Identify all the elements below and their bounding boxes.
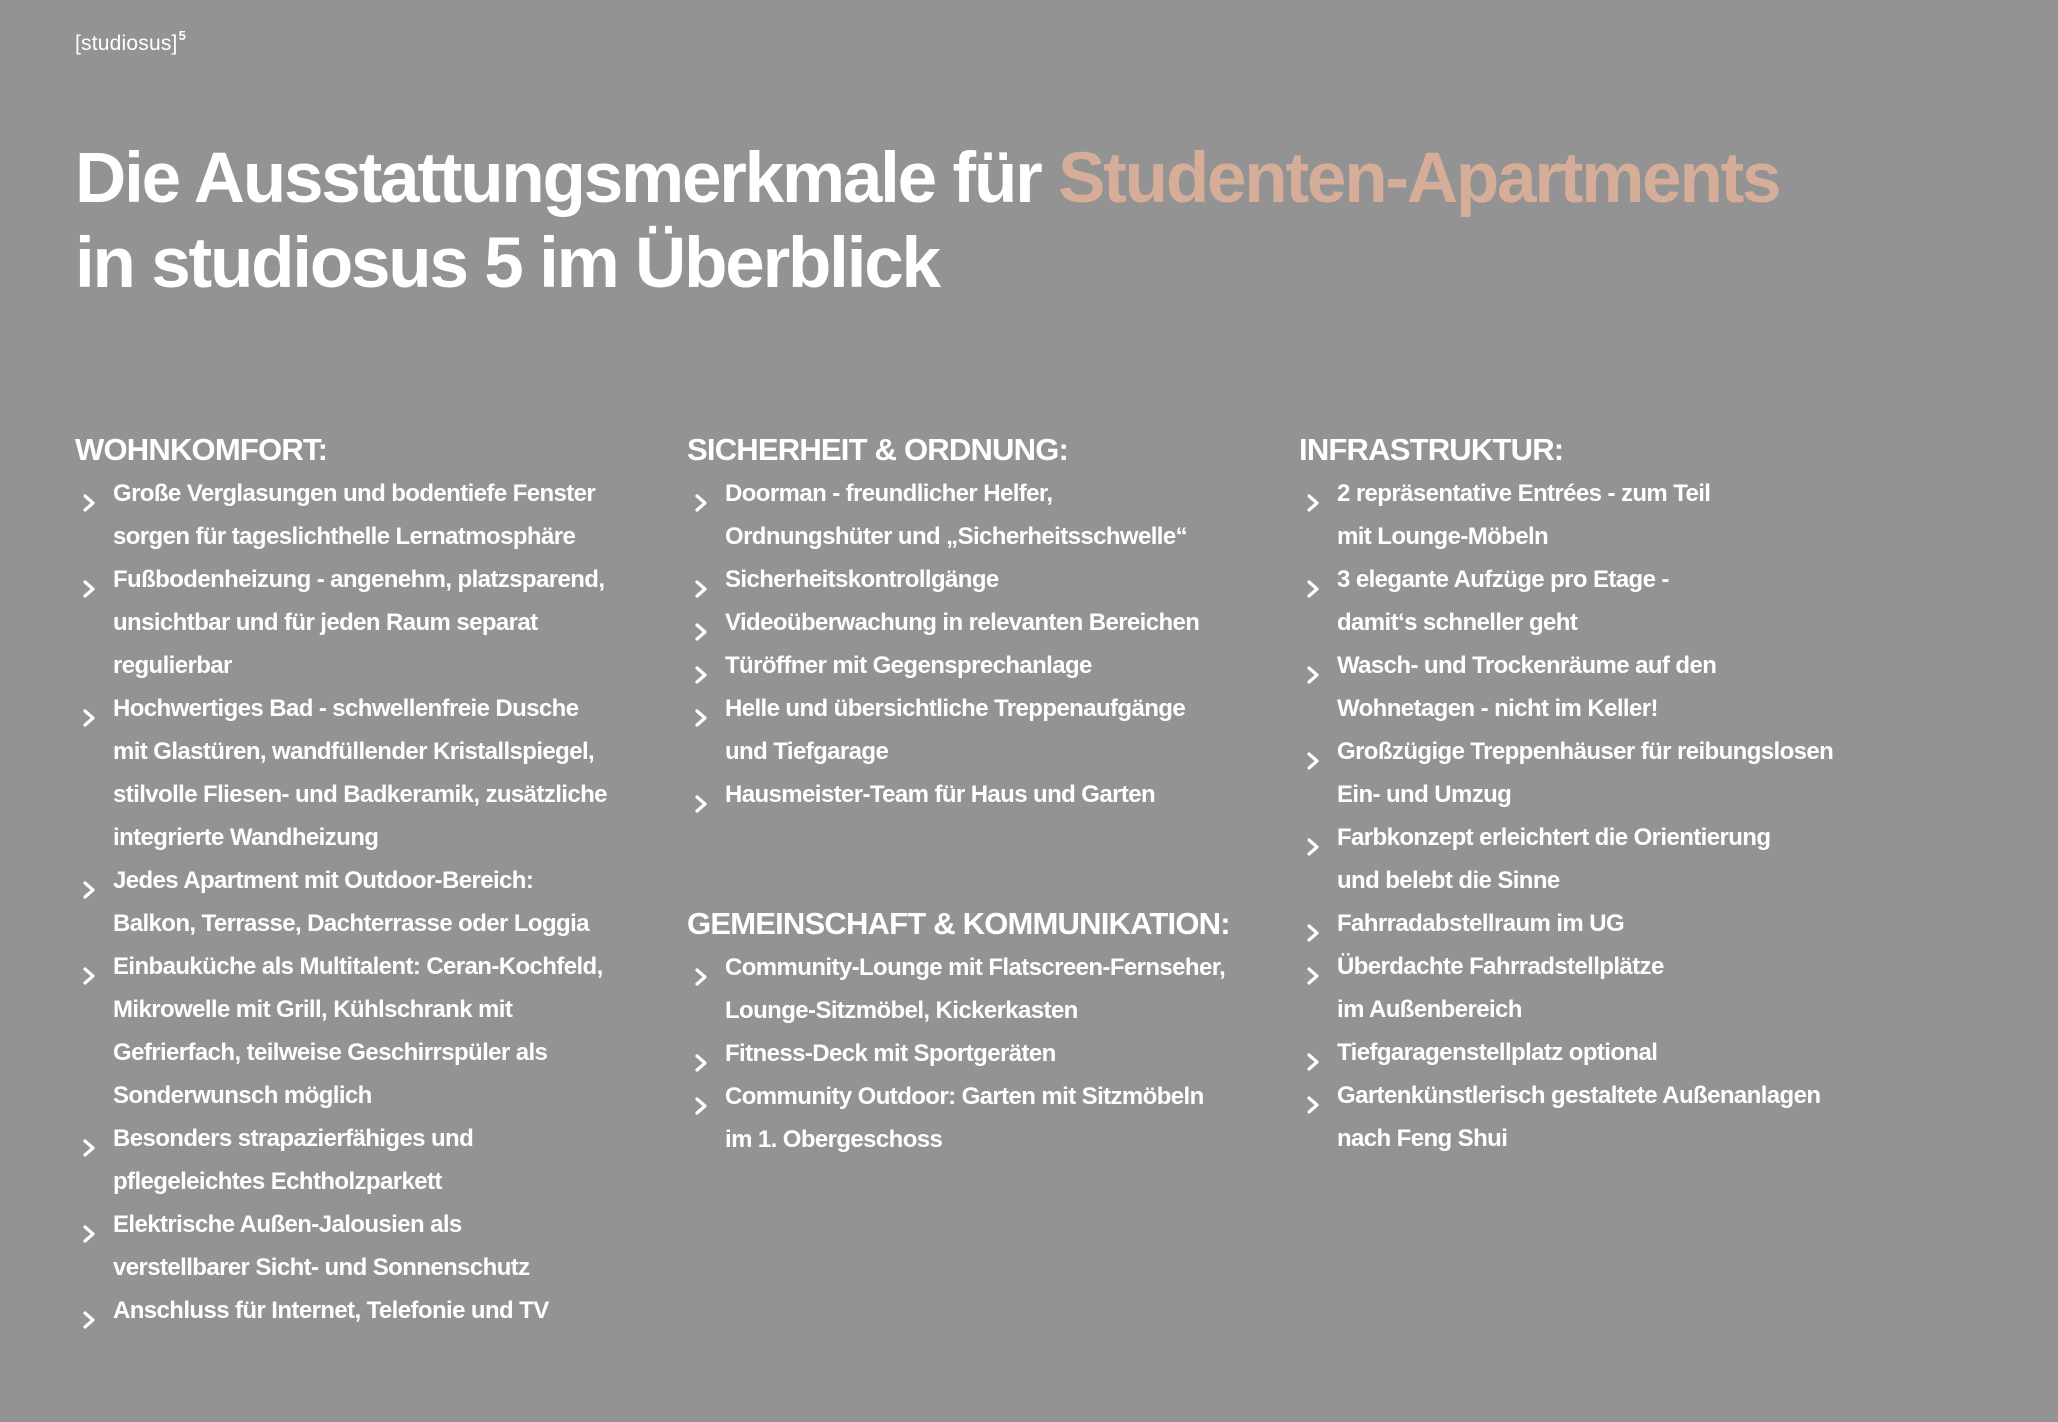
section-title: WOHNKOMFORT: — [75, 432, 328, 467]
list-item — [1299, 902, 1859, 945]
list-item-text: Farbkonzept erleichtert die Orientierung und belebt die Sinne — [1337, 824, 1771, 894]
chevron-right-icon — [81, 484, 97, 504]
list-item — [1299, 1074, 1859, 1160]
column-wohnkomfort — [75, 428, 635, 1332]
chevron-right-icon — [1305, 570, 1321, 590]
list-item-text: Elektrische Außen-Jalousien als verstellbarer Sicht- und Sonnenschutz — [113, 1211, 530, 1281]
list-item-text: Fitness-Deck mit Sportgeräten — [725, 1040, 1056, 1067]
list-item — [687, 1075, 1247, 1161]
chevron-right-icon — [1305, 484, 1321, 504]
list-item — [75, 558, 635, 687]
list-item-text: Sicherheitskontrollgänge — [725, 566, 999, 593]
title-part-1: Die Ausstattungsmerkmale für — [75, 139, 1059, 218]
list-item-text: Fahrradabstellraum im UG — [1337, 910, 1625, 937]
chevron-right-icon — [1305, 914, 1321, 934]
column-sicherheit-gemeinschaft — [687, 428, 1247, 1161]
chevron-right-icon — [693, 613, 709, 633]
chevron-right-icon — [81, 1301, 97, 1321]
list-item — [75, 1117, 635, 1203]
list-item — [75, 687, 635, 859]
brand-name: [studiosus] — [75, 32, 178, 55]
list-item — [75, 859, 635, 945]
list-item-text: Anschluss für Internet, Telefonie und TV — [113, 1297, 549, 1324]
list-item — [1299, 816, 1859, 902]
list-item-text: Hausmeister-Team für Haus und Garten — [725, 781, 1156, 808]
chevron-right-icon — [81, 871, 97, 891]
chevron-right-icon — [693, 570, 709, 590]
chevron-right-icon — [693, 699, 709, 719]
list-item-text: 3 elegante Aufzüge pro Etage - damit‘s schneller geht — [1337, 566, 1669, 636]
chevron-right-icon — [1305, 1043, 1321, 1063]
list-item-text: Community-Lounge mit Flatscreen-Fernseher, Lounge-Sitzmöbel, Kickerkasten — [725, 954, 1226, 1024]
list-item — [687, 946, 1247, 1032]
chevron-right-icon — [693, 656, 709, 676]
title-accent: Studenten-Apartments — [1058, 139, 1780, 218]
list-item — [687, 687, 1247, 773]
feature-list — [687, 946, 1247, 1161]
chevron-right-icon — [693, 785, 709, 805]
list-item — [1299, 472, 1859, 558]
feature-list — [1299, 472, 1859, 1160]
list-item — [687, 601, 1247, 644]
chevron-right-icon — [1305, 656, 1321, 676]
list-item — [687, 773, 1247, 816]
list-item-text: 2 repräsentative Entrées - zum Teil mit Lounge-Möbeln — [1337, 480, 1711, 550]
list-item — [75, 1289, 635, 1332]
chevron-right-icon — [1305, 742, 1321, 762]
list-item-text: Hochwertiges Bad - schwellenfreie Dusche mit Glastüren, wandfüllender Kristallspiegel, stilvolle Fliesen- und Badkeramik, zusätzliche integrierte Wandheizung — [113, 695, 607, 851]
title-line-2: in studiosus 5 im Überblick — [75, 224, 939, 303]
list-item-text: Doorman - freundlicher Helfer, Ordnungshüter und „Sicherheitsschwelle“ — [725, 480, 1188, 550]
list-item-text: Tiefgaragenstellplatz optional — [1337, 1039, 1658, 1066]
chevron-right-icon — [693, 1087, 709, 1107]
list-item-text: Türöffner mit Gegensprechanlage — [725, 652, 1092, 679]
list-item — [1299, 558, 1859, 644]
page-title — [75, 136, 1779, 306]
list-item — [1299, 730, 1859, 816]
chevron-right-icon — [81, 699, 97, 719]
brand-superscript: 5 — [178, 28, 187, 43]
column-infrastruktur — [1299, 428, 1859, 1160]
list-item — [1299, 1031, 1859, 1074]
list-item-text: Fußbodenheizung - angenehm, platzsparend, unsichtbar und für jeden Raum separat regulierbar — [113, 566, 605, 679]
chevron-right-icon — [81, 1215, 97, 1235]
feature-list — [687, 472, 1247, 816]
list-item-text: Überdachte Fahrradstellplätze im Außenbereich — [1337, 953, 1664, 1023]
list-item-text: Einbauküche als Multitalent: Ceran-Kochfeld, Mikrowelle mit Grill, Kühlschrank mit Gefrierfach, teilweise Geschirrspüler als Sonderwunsch möglich — [113, 953, 603, 1109]
chevron-right-icon — [81, 957, 97, 977]
chevron-right-icon — [81, 1129, 97, 1149]
list-item — [1299, 644, 1859, 730]
list-item — [687, 472, 1247, 558]
list-item-text: Große Verglasungen und bodentiefe Fenster sorgen für tageslichthelle Lernatmosphäre — [113, 480, 596, 550]
chevron-right-icon — [693, 1044, 709, 1064]
chevron-right-icon — [693, 484, 709, 504]
list-item-text: Großzügige Treppenhäuser für reibungslosen Ein- und Umzug — [1337, 738, 1834, 808]
list-item — [687, 644, 1247, 687]
list-item — [75, 472, 635, 558]
section-title: GEMEINSCHAFT & KOMMUNIKATION: — [687, 906, 1230, 941]
brand-logo — [75, 28, 187, 56]
list-item-text: Wasch- und Trockenräume auf den Wohnetagen - nicht im Keller! — [1337, 652, 1717, 722]
section-title: SICHERHEIT & ORDNUNG: — [687, 432, 1069, 467]
list-item-text: Besonders strapazierfähiges und pflegeleichtes Echtholzparkett — [113, 1125, 474, 1195]
list-item — [75, 1203, 635, 1289]
list-item-text: Jedes Apartment mit Outdoor-Bereich: Balkon, Terrasse, Dachterrasse oder Loggia — [113, 867, 589, 937]
list-item-text: Gartenkünstlerisch gestaltete Außenanlagen nach Feng Shui — [1337, 1082, 1821, 1152]
chevron-right-icon — [81, 570, 97, 590]
list-item-text: Helle und übersichtliche Treppenaufgänge und Tiefgarage — [725, 695, 1186, 765]
section-title: INFRASTRUKTUR: — [1299, 432, 1564, 467]
list-item — [1299, 945, 1859, 1031]
list-item — [75, 945, 635, 1117]
section-spacer — [687, 816, 1247, 902]
list-item — [687, 1032, 1247, 1075]
chevron-right-icon — [693, 958, 709, 978]
list-item-text: Videoüberwachung in relevanten Bereichen — [725, 609, 1200, 636]
chevron-right-icon — [1305, 957, 1321, 977]
chevron-right-icon — [1305, 828, 1321, 848]
list-item-text: Community Outdoor: Garten mit Sitzmöbeln im 1. Obergeschoss — [725, 1083, 1204, 1153]
chevron-right-icon — [1305, 1086, 1321, 1106]
feature-list — [75, 472, 635, 1332]
list-item — [687, 558, 1247, 601]
